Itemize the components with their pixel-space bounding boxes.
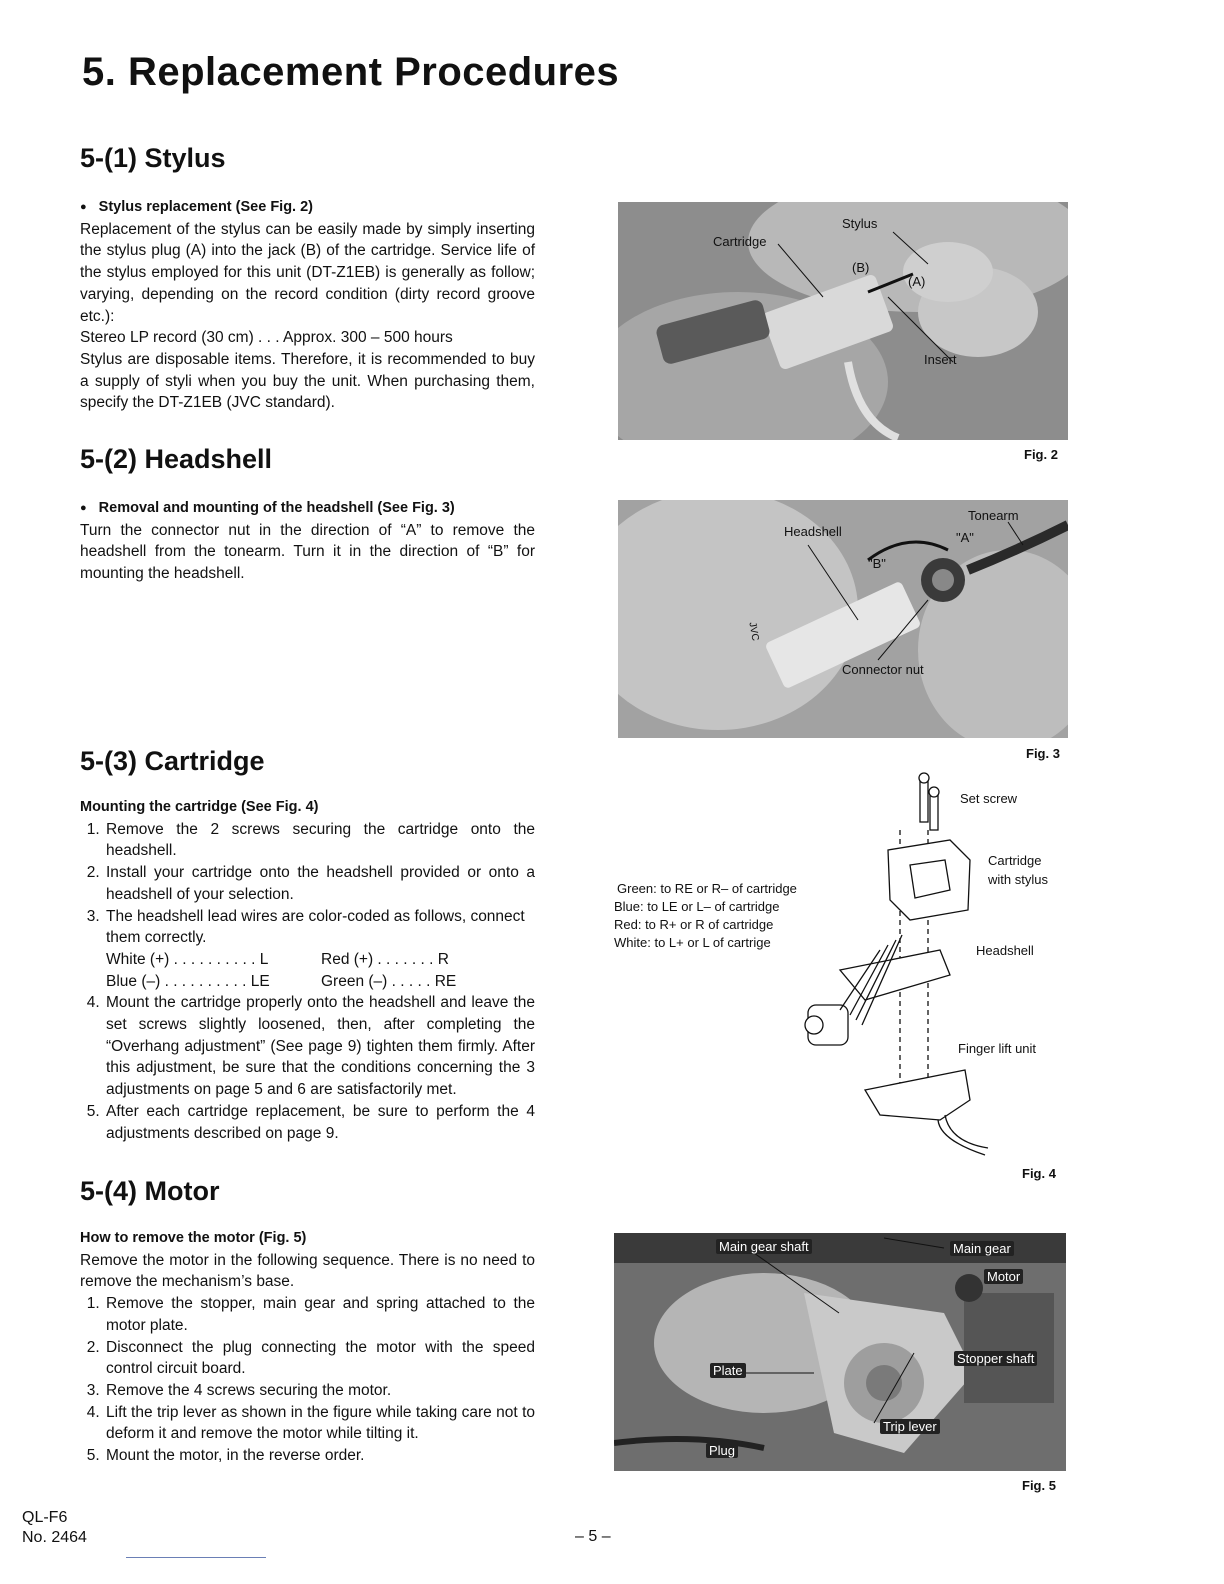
motor-subheading: How to remove the motor (Fig. 5) [80, 1230, 307, 1246]
motor-step-5: 5. Mount the motor, in the reverse order. [104, 1445, 535, 1467]
headshell-subheading: ● Removal and mounting of the headshell (See Fig. 3) [80, 498, 535, 520]
stylus-paragraph: Replacement of the stylus can be easily made by simply inserting the stylus plug (A) into the jack (B) of the cartridge. Service life of the stylus employed for this unit (DT-Z1EB) is generally as follow; varying, depending on the record condition (dirty record groove etc.): [80, 220, 535, 325]
section-heading-cartridge: 5-(3) Cartridge [80, 746, 265, 776]
cartridge-step-5: 5. After each cartridge replacement, be sure to perform the 4 adjustments described on page 9. [104, 1101, 535, 1144]
motor-step-1: 1. Remove the stopper, main gear and spring attached to the motor plate. [104, 1293, 535, 1336]
cartridge-step-1: 1. Remove the 2 screws securing the cartridge onto the headshell. [104, 819, 535, 862]
page-title: 5. Replacement Procedures [82, 50, 620, 94]
fig2-callout-cartridge: Cartridge [713, 234, 767, 249]
cartridge-step-4: 4. Mount the cartridge properly onto the headshell and leave the set screws slightly loosened, then, after completing the “Overhang adjustment” (See page 9) tighten them firmly. After this adjustment, be sure that the conditions concerning the 3 adjustments on page 5 and 6 are satisfactorily met. [104, 992, 535, 1101]
stylus-subheading: ● Stylus replacement (See Fig. 2) [80, 197, 535, 219]
cartridge-step-3 [104, 906, 535, 993]
fig3-illustration [618, 500, 1068, 738]
fig5-callout-stopper-shaft: Stopper shaft [954, 1351, 1037, 1366]
fig4-callout-white: White: to L+ or L of cartrige [614, 935, 771, 950]
document-number: No. 2464 [22, 1529, 87, 1546]
wire-red: Red (+) . . . . . . . R [321, 950, 449, 968]
cartridge-step-2: 2. Install your cartridge onto the headshell provided or onto a headshell of your selection. [104, 862, 535, 905]
motor-section-text [80, 1228, 535, 1467]
fig5-callout-main-gear-shaft: Main gear shaft [716, 1239, 812, 1254]
wire-white: White (+) . . . . . . . . . . L [106, 950, 269, 968]
fig4-label: Fig. 4 [1022, 1166, 1056, 1181]
fig2-label: Fig. 2 [1024, 447, 1058, 462]
footer-rule [126, 1557, 266, 1558]
fig2-callout-stylus: Stylus [842, 216, 878, 231]
fig4-callout-blue: Blue: to LE or L– of cartridge [614, 899, 780, 914]
motor-step-2: 2. Disconnect the plug connecting the motor with the speed control circuit board. [104, 1337, 535, 1380]
fig2-callout-insert: Insert [924, 352, 957, 367]
section-heading-headshell: 5-(2) Headshell [80, 444, 273, 474]
wire-green: Green (–) . . . . . RE [321, 972, 457, 990]
fig4-callout-red: Red: to R+ or R of cartridge [614, 917, 774, 932]
fig3-callout-a: "A" [956, 530, 974, 545]
headshell-paragraph: Turn the connector nut in the direction of “A” to remove the headshell from the tonearm. Turn it in the direction of “B” for mounting the headshell. [80, 521, 535, 583]
wire-row-1 [106, 949, 535, 971]
fig5-callout-plug: Plug [706, 1443, 738, 1458]
section-heading-motor: 5-(4) Motor [80, 1176, 220, 1206]
wire-blue: Blue (–) . . . . . . . . . . LE [106, 972, 270, 990]
fig4-callout-finger-lift: Finger lift unit [958, 1041, 1037, 1056]
motor-intro: Remove the motor in the following sequence. There is no need to remove the mechanism’s base. [80, 1251, 535, 1291]
fig2-photo [618, 202, 1068, 440]
cartridge-section-text [80, 797, 535, 1144]
stylus-life: Stereo LP record (30 cm) . . . Approx. 300 – 500 hours [80, 329, 453, 347]
wire-row-2 [106, 971, 535, 993]
headshell-section-text [80, 498, 535, 585]
fig3-callout-tonearm: Tonearm [968, 508, 1019, 523]
fig2-callout-a: (A) [908, 274, 926, 289]
motor-step-3: 3. Remove the 4 screws securing the motor. [104, 1380, 535, 1402]
section-heading-stylus: 5-(1) Stylus [80, 143, 226, 173]
stylus-section-text [80, 197, 535, 414]
model-number: QL-F6 [22, 1509, 68, 1526]
cartridge-steps [80, 819, 535, 1145]
cartridge-subheading: Mounting the cartridge (See Fig. 4) [80, 799, 319, 815]
fig4-drawing [770, 770, 1010, 1170]
stylus-paragraph-2: Stylus are disposable items. Therefore, it is recommended to buy a supply of styli when you buy the unit. When purchasing them, specify the DT-Z1EB (JVC standard). [80, 350, 535, 412]
fig3-photo [618, 500, 1068, 738]
fig3-logo-jvc: JVC [746, 621, 761, 642]
fig4-callout-headshell: Headshell [976, 943, 1034, 958]
motor-step-4: 4. Lift the trip lever as shown in the figure while taking care not to deform it and remove the motor while tilting it. [104, 1402, 535, 1445]
fig3-callout-headshell: Headshell [784, 524, 842, 539]
motor-steps [80, 1293, 535, 1467]
fig4-callout-with-stylus: with stylus [988, 872, 1048, 887]
fig5-callout-motor: Motor [984, 1269, 1023, 1284]
fig3-callout-connector-nut: Connector nut [842, 662, 924, 677]
cartridge-step-3-text: The headshell lead wires are color-coded as follows, connect them correctly. [106, 907, 525, 947]
fig5-callout-plate: Plate [710, 1363, 746, 1378]
fig2-callout-b: (B) [852, 260, 870, 275]
fig4-callout-cartridge: Cartridge [988, 853, 1042, 868]
fig4-callout-green: Green: to RE or R– of cartridge [617, 881, 797, 896]
fig5-callout-main-gear: Main gear [950, 1241, 1014, 1256]
page-number: – 5 – [575, 1528, 611, 1545]
fig2-illustration [618, 202, 1068, 440]
fig5-label: Fig. 5 [1022, 1478, 1056, 1493]
footer-left [22, 1508, 87, 1548]
fig3-callout-b: "B" [868, 556, 886, 571]
fig5-photo [614, 1233, 1066, 1471]
fig5-callout-trip-lever: Trip lever [880, 1419, 940, 1434]
fig3-label: Fig. 3 [1026, 746, 1060, 761]
fig4-callout-set-screw: Set screw [960, 791, 1018, 806]
